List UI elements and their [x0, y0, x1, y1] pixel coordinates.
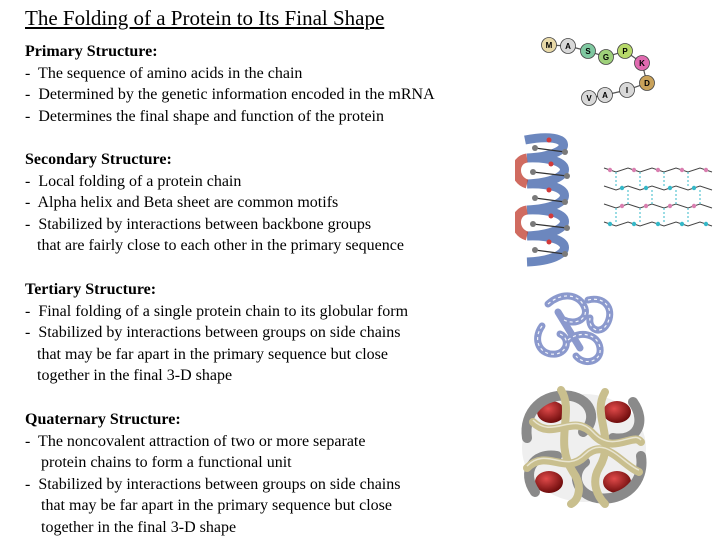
bullet-line: - Stabilized by interactions between groups on side chains: [25, 324, 401, 342]
amino-acid-letter: A: [565, 42, 571, 51]
amino-acid-letter: D: [644, 79, 650, 88]
section-heading: Secondary Structure:: [25, 151, 172, 168]
amino-acid-letter: A: [602, 91, 608, 100]
bullet-line: together in the final 3-D shape: [25, 518, 237, 536]
section-heading: Quaternary Structure:: [25, 411, 181, 428]
alpha-helix-illustration: [515, 128, 585, 268]
bullet-line: that are fairly close to each other in the primary sequence: [25, 237, 404, 255]
tertiary-protein-illustration: [528, 290, 620, 370]
bullet-line: - Stabilized by interactions between backbone groups: [25, 215, 372, 233]
bullet-line: that may be far apart in the primary sequence but close: [25, 345, 388, 363]
beta-sheet-illustration: [600, 160, 718, 232]
amino-acid-letter: S: [585, 47, 591, 56]
section-heading: Primary Structure:: [25, 43, 158, 60]
secondary-structure-section: [25, 149, 404, 257]
amino-acid-chain-illustration: [535, 33, 660, 111]
bullet-line: - Stabilized by interactions between groups on side chains: [25, 475, 401, 493]
amino-acid-letter: K: [639, 59, 645, 68]
tertiary-structure-section: [25, 279, 408, 387]
amino-acid-letter: M: [545, 41, 553, 50]
amino-acid-letter: P: [622, 47, 628, 56]
amino-acid-letter: G: [602, 53, 610, 62]
bullet-line: that may be far apart in the primary sequence but close: [25, 497, 392, 515]
bullet-line: - Final folding of a single protein chain to its globular form: [25, 302, 409, 320]
bullet-line: - Determines the final shape and function of the protein: [25, 107, 384, 125]
bullet-line: - Alpha helix and Beta sheet are common motifs: [25, 194, 339, 212]
quaternary-protein-illustration: [513, 382, 655, 510]
section-heading: Tertiary Structure:: [25, 281, 157, 298]
bullet-line: - Determined by the genetic information encoded in the mRNA: [25, 86, 435, 104]
amino-acid-letter: V: [586, 94, 592, 103]
bullet-line: - The sequence of amino acids in the chain: [25, 64, 303, 82]
bullet-line: protein chains to form a functional unit: [25, 454, 292, 472]
bullet-line: - Local folding of a protein chain: [25, 172, 242, 190]
primary-structure-section: [25, 41, 435, 127]
quaternary-structure-section: [25, 409, 400, 539]
bullet-line: - The noncovalent attraction of two or more separate: [25, 432, 366, 450]
bullet-line: together in the final 3-D shape: [25, 367, 233, 385]
page-title: The Folding of a Protein to Its Final Shape: [25, 6, 385, 30]
amino-acid-letter: I: [625, 86, 629, 95]
